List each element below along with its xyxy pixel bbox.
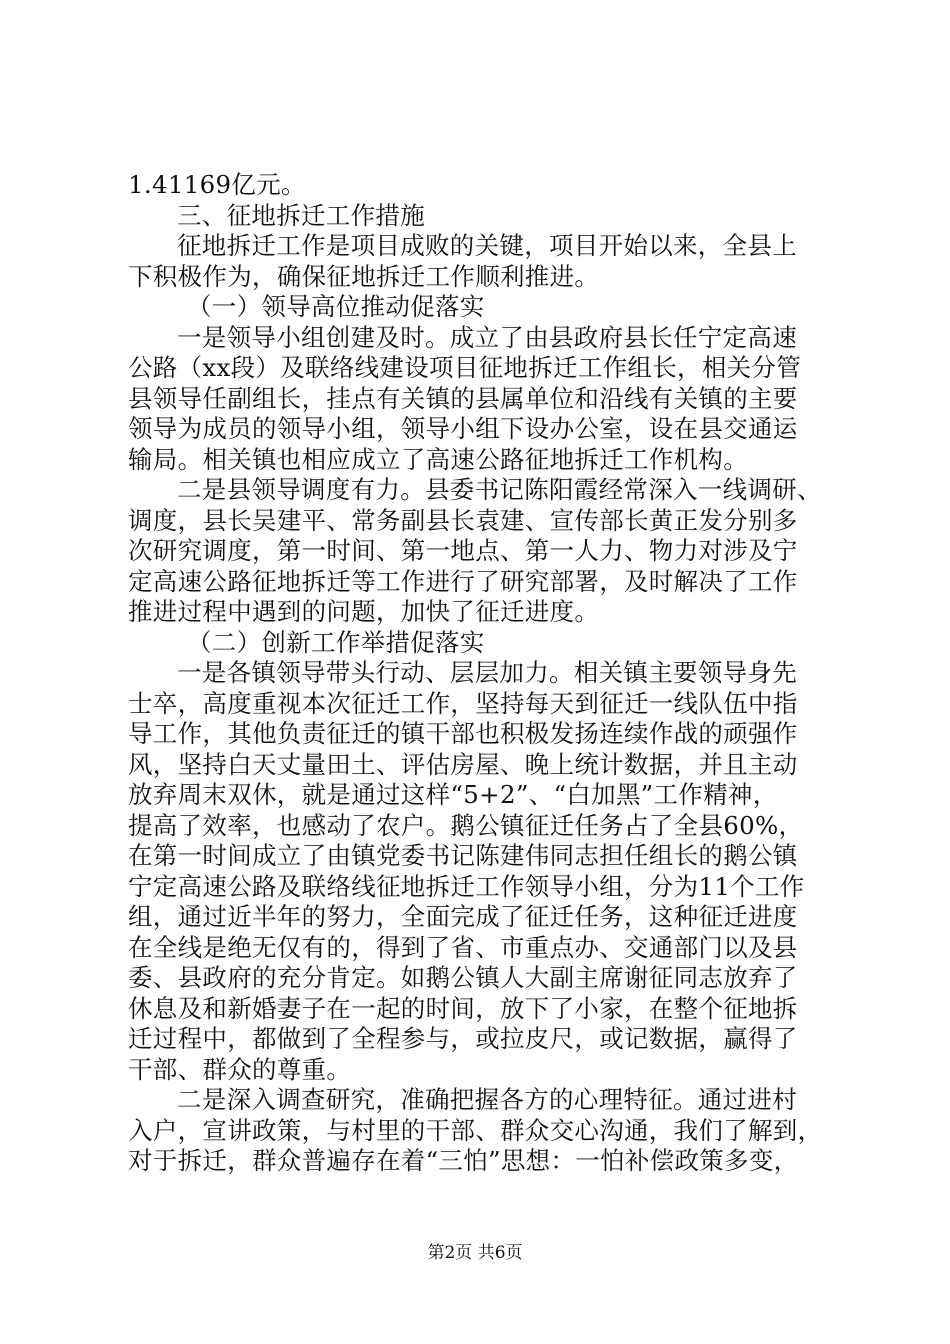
text-line: 三、征地拆迁工作措施 bbox=[177, 200, 425, 230]
text-line: 在全线是绝无仅有的，得到了省、市重点办、交通部门以及县 bbox=[128, 932, 798, 962]
text-line: 下积极作为，确保征地拆迁工作顺利推进。 bbox=[128, 261, 600, 291]
text-line: 士卒，高度重视本次征迁工作，坚持每天到征迁一线队伍中指 bbox=[128, 688, 798, 718]
text-line: 宁定高速公路及联络线征地拆迁工作领导小组，分为11个工作 bbox=[128, 871, 805, 901]
text-line: 定高速公路征地拆迁等工作进行了研究部署，及时解决了工作 bbox=[128, 566, 798, 596]
text-line: 休息及和新婚妻子在一起的时间，放下了小家，在整个征地拆 bbox=[128, 993, 798, 1023]
text-line: 一是领导小组创建及时。成立了由县政府县长任宁定高速 bbox=[177, 322, 797, 352]
text-line: （一）领导高位推动促落实 bbox=[187, 292, 485, 321]
page-footer: 第2页 共6页 bbox=[427, 1243, 523, 1263]
text-line: 输局。相关镇也相应成立了高速公路征地拆迁工作机构。 bbox=[128, 444, 748, 474]
text-line: 推进过程中遇到的问题，加快了征迁进度。 bbox=[128, 597, 600, 626]
document-body bbox=[128, 170, 828, 1177]
text-line: 次研究调度，第一时间、第一地点、第一人力、物力对涉及宁 bbox=[128, 536, 798, 565]
text-line: 在第一时间成立了由镇党委书记陈建伟同志担任组长的鹅公镇 bbox=[128, 841, 798, 870]
text-line: 一是各镇领导带头行动、层层加力。相关镇主要领导身先 bbox=[177, 658, 797, 687]
text-line: （二）创新工作举措促落实 bbox=[187, 627, 485, 657]
text-line: 二是县领导调度有力。县委书记陈阳霞经常深入一线调研、 bbox=[177, 475, 822, 504]
text-line: 组，通过近半年的努力，全面完成了征迁任务，这种征迁进度 bbox=[128, 902, 798, 931]
text-line: 领导为成员的领导小组，领导小组下设办公室，设在县交通运 bbox=[128, 414, 798, 443]
text-line: 县领导任副组长，挂点有关镇的县属单位和沿线有关镇的主要 bbox=[128, 383, 798, 413]
text-line: 调度，县长吴建平、常务副县长袁建、宣传部长黄正发分别多 bbox=[128, 505, 798, 535]
text-line: 风，坚持白天丈量田土、评估房屋、晚上统计数据，并且主动 bbox=[128, 749, 798, 779]
text-line: 1.41169亿元。 bbox=[128, 170, 306, 199]
text-line: 公路（xx段）及联络线建设项目征地拆迁工作组长，相关分管 bbox=[128, 353, 802, 382]
text-line: 干部、群众的尊重。 bbox=[128, 1054, 352, 1084]
text-line: 提高了效率，也感动了农户。鹅公镇征迁任务占了全县60%， bbox=[128, 810, 804, 840]
text-line: 对于拆迁，群众普遍存在着“三怕”思想：一怕补偿政策多变， bbox=[128, 1146, 799, 1175]
text-line: 征地拆迁工作是项目成败的关键，项目开始以来，全县上 bbox=[177, 231, 797, 260]
text-line: 委、县政府的充分肯定。如鹅公镇人大副主席谢征同志放弃了 bbox=[128, 963, 798, 992]
text-line: 二是深入调查研究，准确把握各方的心理特征。通过进村 bbox=[177, 1085, 797, 1114]
text-line: 放弃周末双休，就是通过这样“5+2”、“白加黑”工作精神， bbox=[128, 780, 778, 809]
text-line: 入户，宣讲政策，与村里的干部、群众交心沟通，我们了解到， bbox=[128, 1115, 823, 1145]
text-line: 迁过程中，都做到了全程参与，或拉皮尺，或记数据，赢得了 bbox=[128, 1024, 798, 1053]
text-line: 导工作，其他负责征迁的镇干部也积极发扬连续作战的顽强作 bbox=[128, 719, 798, 748]
